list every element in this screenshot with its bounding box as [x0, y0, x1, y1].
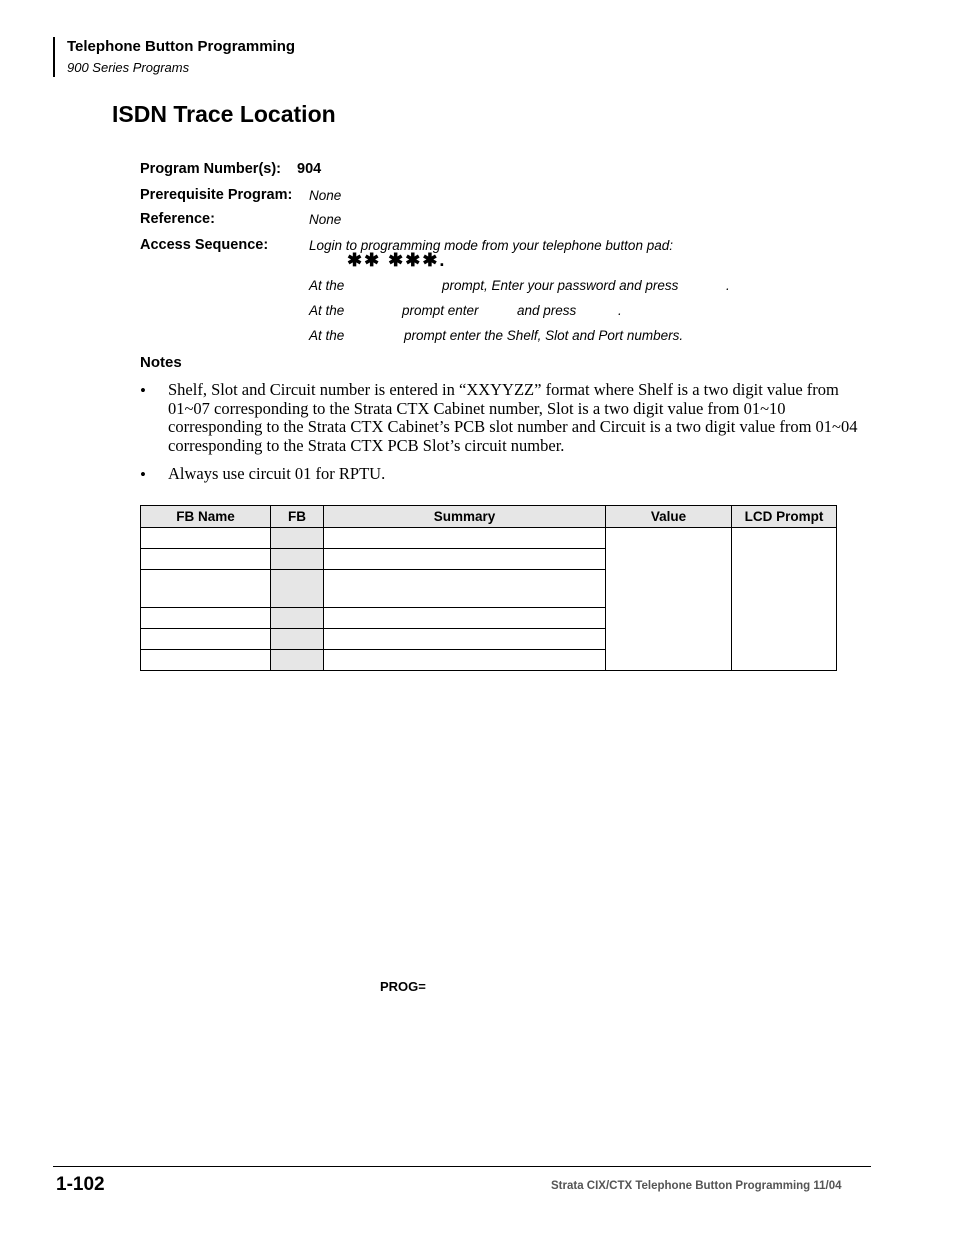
- page-number: 1-102: [56, 1174, 105, 1195]
- prereq-label: Prerequisite Program:: [140, 187, 293, 203]
- access-line-2b: prompt, Enter your password and press: [442, 278, 679, 293]
- note-item: Always use circuit 01 for RPTU.: [168, 464, 386, 483]
- col-header-value: Value: [606, 506, 732, 528]
- reference-label: Reference:: [140, 211, 215, 227]
- table-row: [141, 528, 837, 549]
- notes-heading: Notes: [140, 354, 182, 371]
- header-subtitle: 900 Series Programs: [67, 60, 190, 75]
- fb-cell: [271, 528, 324, 549]
- header-rule: [53, 37, 55, 77]
- access-line-3a: At the: [309, 303, 345, 318]
- col-header-summary: Summary: [324, 506, 606, 528]
- prereq-value: None: [309, 188, 342, 203]
- access-line-3b: prompt enter: [402, 303, 479, 318]
- summary-cell: [324, 549, 606, 570]
- summary-cell: [324, 528, 606, 549]
- access-line-3d: .: [618, 303, 622, 318]
- program-number-label: Program Number(s):: [140, 161, 281, 177]
- access-line-4b: prompt enter the Shelf, Slot and Port numbers.: [404, 328, 684, 343]
- fb-cell: [271, 570, 324, 608]
- fb-name-cell: [141, 629, 271, 650]
- lcd-prompt-cell: [732, 528, 837, 671]
- fb-cell: [271, 549, 324, 570]
- fb-table: [140, 505, 837, 671]
- note-item: Shelf, Slot and Circuit number is entered in “XXYYZZ” format where Shelf is a two digit value from 01~07 corresponding to the Strata CTX Cabinet number, Slot is a two digit value from 01~10 corresponding to the Strata CTX Cabinet’s PCB slot number and Circuit is a two digit value from 01~04 corresponding to the Strata CTX PCB Slot’s circuit number.: [168, 380, 858, 455]
- fb-name-cell: [141, 608, 271, 629]
- summary-cell: [324, 608, 606, 629]
- access-line-3c: and press: [517, 303, 577, 318]
- access-line-2c: .: [726, 278, 730, 293]
- fb-cell: [271, 608, 324, 629]
- col-header-lcd-prompt: LCD Prompt: [732, 506, 837, 528]
- col-header-fb-name: FB Name: [141, 506, 271, 528]
- program-number-value: 904: [297, 161, 322, 177]
- table-header-row: [141, 506, 837, 528]
- footer-doc-title: Strata CIX/CTX Telephone Button Programming 11/04: [551, 1180, 842, 1192]
- bullet-icon: •: [140, 465, 146, 484]
- fb-name-cell: [141, 570, 271, 608]
- fb-name-cell: [141, 650, 271, 671]
- access-sequence-label: Access Sequence:: [140, 237, 269, 253]
- access-line-4a: At the: [309, 328, 345, 343]
- bullet-icon: •: [140, 381, 146, 400]
- access-line-1: Login to programming mode from your telephone button pad:: [309, 238, 673, 253]
- summary-cell: [324, 629, 606, 650]
- header-title: Telephone Button Programming: [67, 38, 296, 55]
- col-header-fb: FB: [271, 506, 324, 528]
- summary-cell: [324, 650, 606, 671]
- prog-prompt: PROG=: [380, 979, 426, 994]
- footer-rule: [53, 1166, 871, 1167]
- fb-name-cell: [141, 528, 271, 549]
- fb-cell: [271, 650, 324, 671]
- access-stars: ✱✱ ✱✱✱.: [347, 250, 447, 270]
- access-line-2a: At the: [309, 278, 345, 293]
- summary-cell: [324, 570, 606, 608]
- reference-value: None: [309, 212, 342, 227]
- fb-cell: [271, 629, 324, 650]
- value-cell: [606, 528, 732, 671]
- page-title: ISDN Trace Location: [112, 101, 336, 127]
- fb-name-cell: [141, 549, 271, 570]
